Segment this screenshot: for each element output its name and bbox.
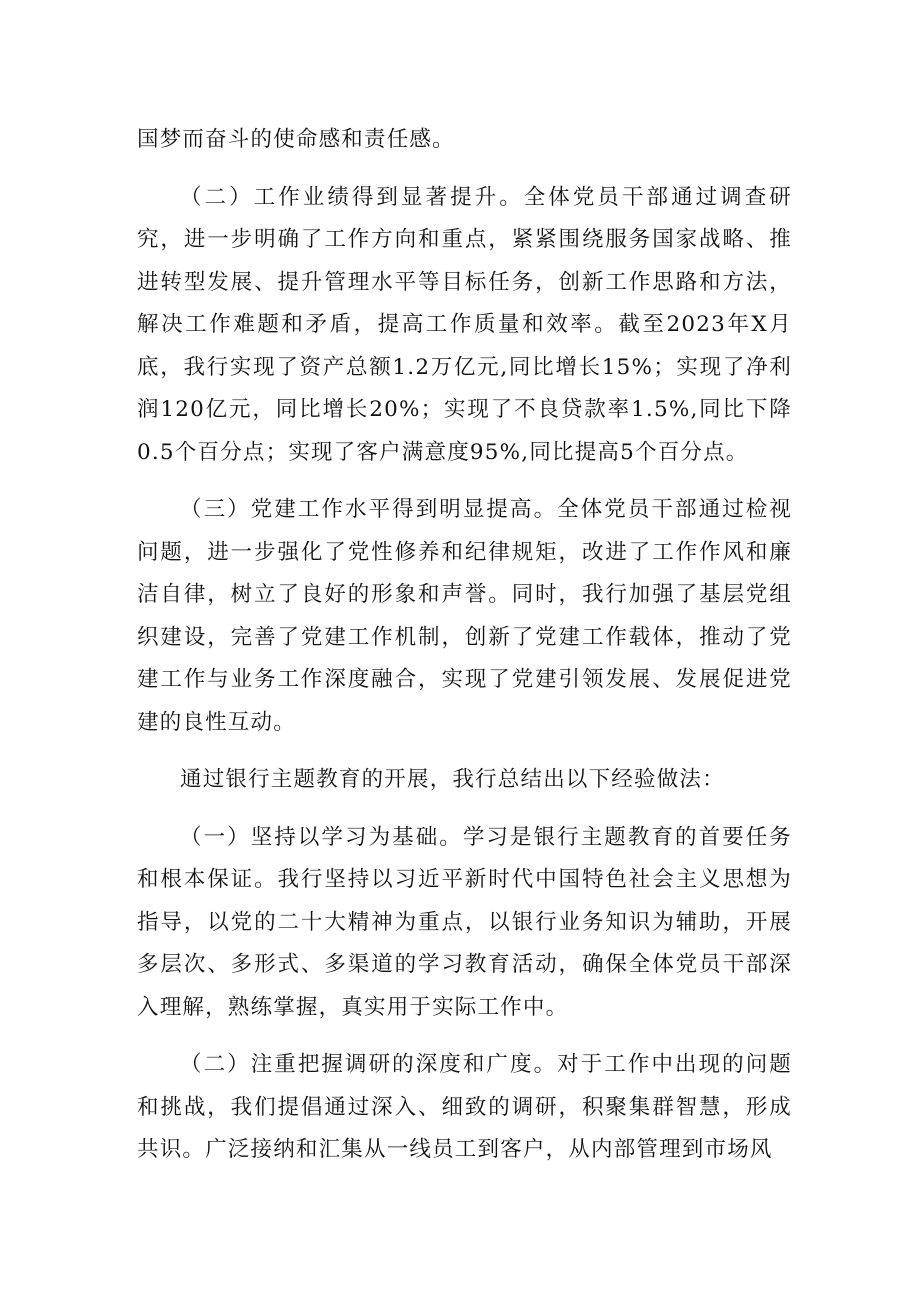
paragraph-experience-intro: 通过银行主题教育的开展，我行总结出以下经验做法：	[180, 767, 725, 792]
paragraph-continuation: 国梦而奋斗的使命感和责任感。	[137, 127, 455, 152]
paragraph-party-building: （三）党建工作水平得到明显提高。全体党员干部通过检视问题，进一步强化了党性修养和纪律规矩，改进了工作作风和廉洁自律，树立了良好的形象和声誉。同时，我行加强了基层党组织建设，完善了党建工作机制，创新了党建工作载体，推动了党建工作与业务工作深度融合，实现了党建引领发展、发展促进党建的良性互动。	[137, 497, 792, 735]
paragraph-learning-foundation: （一）坚持以学习为基础。学习是银行主题教育的首要任务和根本保证。我行坚持以习近平新时代中国特色社会主义思想为指导，以党的二十大精神为重点，以银行业务知识为辅助，开展多层次、多形式、多渠道的学习教育活动，确保全体党员干部深入理解，熟练掌握，真实用于实际工作中。	[137, 824, 792, 1020]
paragraph-research-depth: （二）注重把握调研的深度和广度。对于工作中出现的问题和挑战，我们提倡通过深入、细致的调研，积聚集群智慧，形成共识。广泛接纳和汇集从一线员工到客户，从内部管理到市场风	[137, 1052, 792, 1162]
paragraph-work-performance: （二）工作业绩得到显著提升。全体党员干部通过调查研究，进一步明确了工作方向和重点，紧紧围绕服务国家战略、推进转型发展、提升管理水平等目标任务，创新工作思路和方法，解决工作难题和矛盾，提高工作质量和效率。截至2023年X月底，我行实现了资产总额1.2万亿元,同比增长15%；实现了净利润120亿元，同比增长20%；实现了不良贷款率1.5%,同比下降0.5个百分点；实现了客户满意度95%,同比提高5个百分点。	[137, 184, 792, 465]
document-body	[137, 119, 792, 1187]
